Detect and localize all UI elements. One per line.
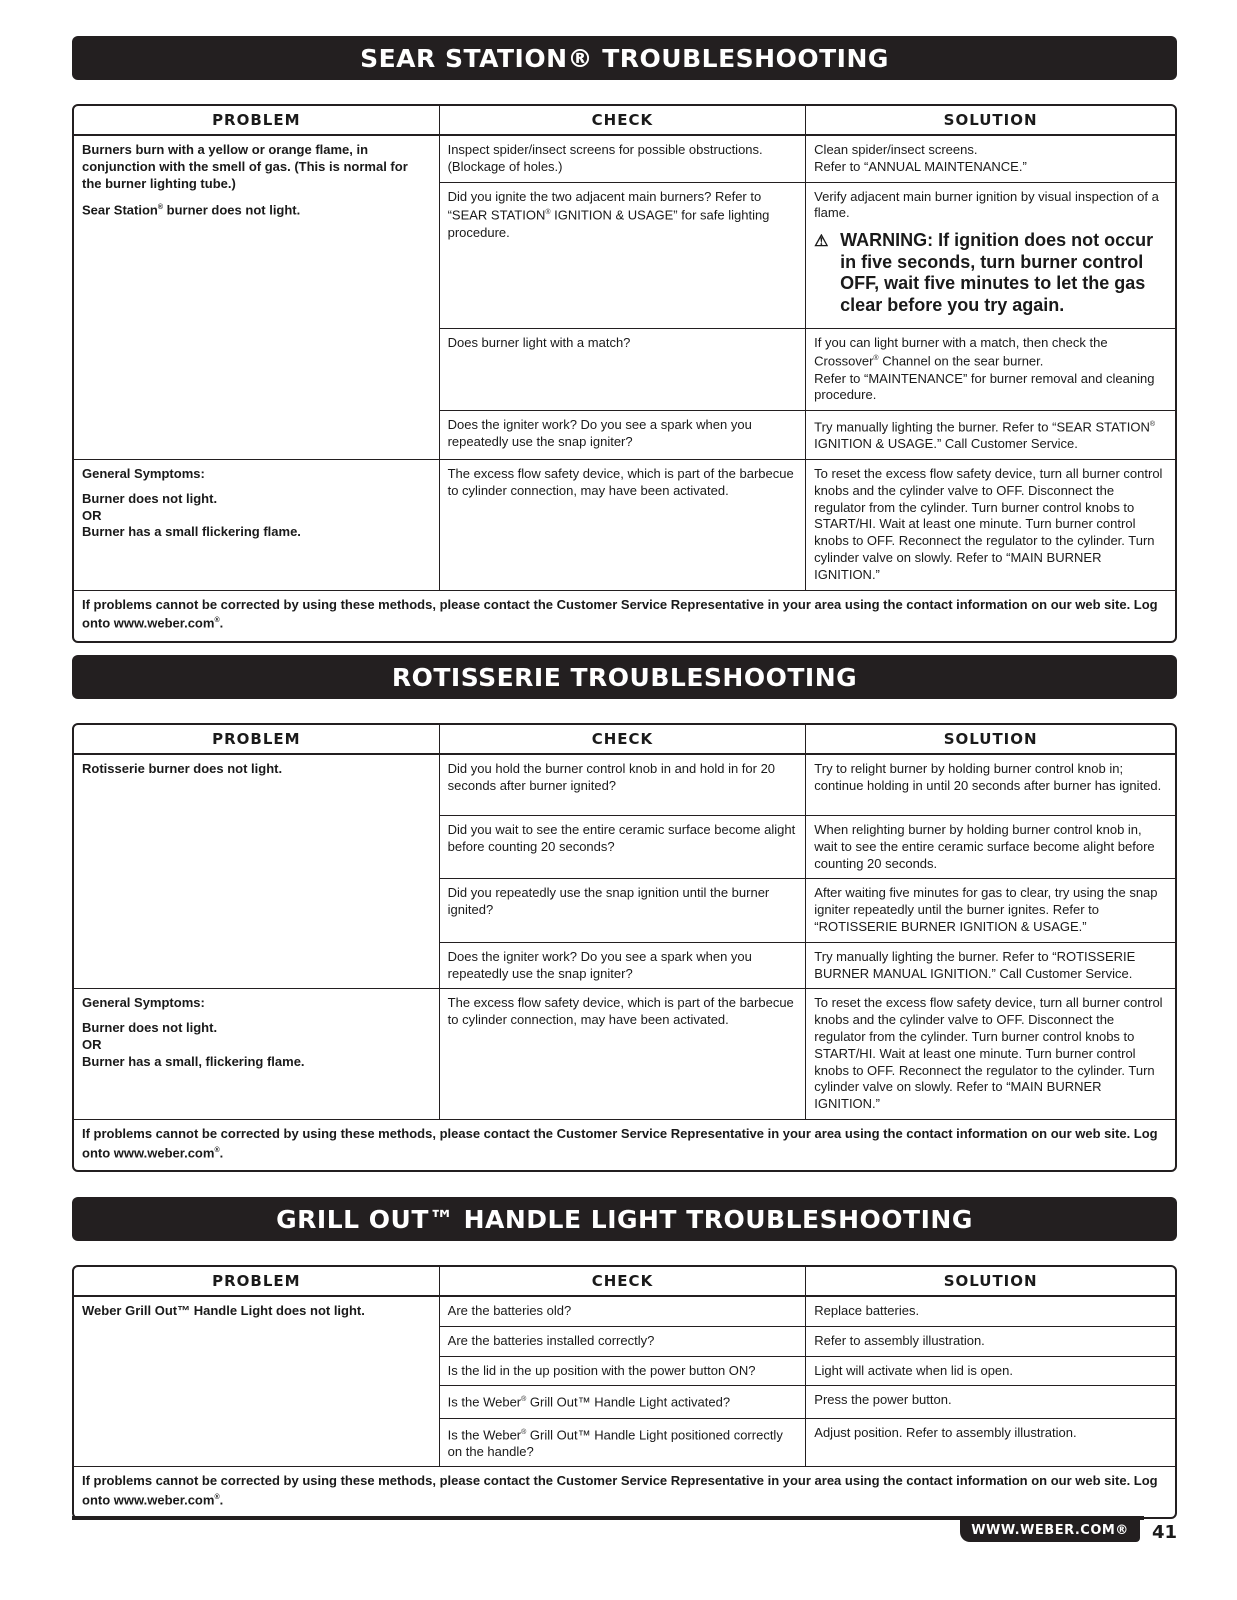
header-problem: PROBLEM (74, 1267, 440, 1297)
header-check: CHECK (440, 106, 807, 136)
grill-out-section (72, 1197, 1177, 1519)
check-cell: Are the batteries installed correctly? (440, 1327, 807, 1357)
check-cell: Inspect spider/insect screens for possible obstructions. (Blockage of holes.) (440, 136, 807, 183)
table-header-row (74, 725, 1175, 755)
check-cell: Did you ignite the two adjacent main burners? Refer to “SEAR STATION® IGNITION & USAGE” for safe lighting procedure. (440, 183, 807, 329)
general-symptoms-label: General Symptoms: (82, 466, 205, 482)
header-check: CHECK (440, 1267, 807, 1297)
problem-cell: General Symptoms: Burner does not light. OR Burner has a small flickering flame. (74, 460, 440, 591)
rotisserie-section (72, 655, 1177, 1172)
check-cell: Does burner light with a match? (440, 329, 807, 412)
solution-cell: Refer to assembly illustration. (806, 1327, 1175, 1357)
check-cell: Did you wait to see the entire ceramic surface become alight before counting 20 seconds? (440, 816, 807, 879)
page-number: 41 (1152, 1522, 1178, 1543)
footer-note-row (74, 1120, 1175, 1170)
header-solution: SOLUTION (806, 106, 1175, 136)
footer-url: WWW.WEBER.COM® (960, 1518, 1140, 1542)
check-cell: Is the Weber® Grill Out™ Handle Light activated? (440, 1386, 807, 1418)
solution-cell: Try manually lighting the burner. Refer to “SEAR STATION® IGNITION & USAGE.” Call Customer Service. (806, 411, 1175, 460)
solution-cell: Adjust position. Refer to assembly illustration. (806, 1419, 1175, 1468)
sear-station-title: SEAR STATION® TROUBLESHOOTING (72, 36, 1177, 80)
sear-station-section (72, 36, 1177, 643)
table-row (74, 989, 1175, 1120)
table-row (74, 136, 1175, 183)
header-problem: PROBLEM (74, 725, 440, 755)
rotisserie-title: ROTISSERIE TROUBLESHOOTING (72, 655, 1177, 699)
problem-text: Sear Station® burner does not light. (82, 202, 301, 218)
solution-cell: Press the power button. (806, 1386, 1175, 1418)
problem-cell (74, 136, 440, 460)
check-cell: Are the batteries old? (440, 1297, 807, 1327)
header-solution: SOLUTION (806, 725, 1175, 755)
check-cell: The excess flow safety device, which is part of the barbecue to cylinder connection, may have been activated. (440, 989, 807, 1120)
footer-note: If problems cannot be corrected by using these methods, please contact the Customer Service Representative in your area using the contact information on our web site. Log onto www.weber.com®. (82, 1125, 1158, 1161)
solution-cell: Replace batteries. (806, 1297, 1175, 1327)
warning-text: WARNING: If ignition does not occur in five seconds, turn burner control OFF, wait five minutes to let the gas clear before you try again. (840, 230, 1154, 315)
footer-note: If problems cannot be corrected by using these methods, please contact the Customer Service Representative in your area using the contact information on our web site. Log onto www.weber.com®. (82, 596, 1158, 631)
solution-cell: Verify adjacent main burner ignition by visual inspection of a flame. ⚠ WARNING: If ignition does not occur in five seconds, turn burner control OFF, wait five minutes to let the gas clear before you try again. (806, 183, 1175, 329)
check-cell: Did you repeatedly use the snap ignition until the burner ignited? (440, 879, 807, 942)
check-cell: Did you hold the burner control knob in and hold in for 20 seconds after burner ignited? (440, 755, 807, 816)
problem-cell: Weber Grill Out™ Handle Light does not light. (74, 1297, 440, 1467)
problem-cell: General Symptoms: Burner does not light. OR Burner has a small, flickering flame. (74, 989, 440, 1120)
solution-cell: To reset the excess flow safety device, turn all burner control knobs and the cylinder valve to OFF. Disconnect the regulator from the cylinder. Turn burner control knobs to START/HI. Wait at least one minute. Turn burner control knobs to OFF. Reconnect the regulator to the cylinder. Turn cylinder valve on slowly. Refer to “MAIN BURNER IGNITION.” (806, 989, 1175, 1120)
check-cell: Is the Weber® Grill Out™ Handle Light positioned correctly on the handle? (440, 1419, 807, 1468)
warning-block (814, 230, 1167, 316)
rotisserie-table (72, 723, 1177, 1172)
table-header-row (74, 106, 1175, 136)
grill-out-table (72, 1265, 1177, 1519)
solution-cell: Try manually lighting the burner. Refer to “ROTISSERIE BURNER MANUAL IGNITION.” Call Customer Service. (806, 943, 1175, 990)
solution-cell: If you can light burner with a match, then check the Crossover® Channel on the sear burner. Refer to “MAINTENANCE” for burner removal and cleaning procedure. (806, 329, 1175, 412)
solution-cell: After waiting five minutes for gas to clear, try using the snap igniter repeatedly until the burner ignites. Refer to “ROTISSERIE BURNER IGNITION & USAGE.” (806, 879, 1175, 942)
table-row (74, 460, 1175, 591)
solution-cell: Light will activate when lid is open. (806, 1357, 1175, 1387)
header-solution: SOLUTION (806, 1267, 1175, 1297)
problem-text: Burners burn with a yellow or orange flame, in conjunction with the smell of gas. (This is normal for the burner lighting tube.) (82, 142, 408, 191)
general-symptoms-label: General Symptoms: (82, 995, 205, 1011)
sear-station-table (72, 104, 1177, 643)
header-check: CHECK (440, 725, 807, 755)
check-cell: Is the lid in the up position with the power button ON? (440, 1357, 807, 1387)
solution-cell: Try to relight burner by holding burner control knob in; continue holding in until 20 seconds after burner has ignited. (806, 755, 1175, 816)
footer-note-row (74, 1467, 1175, 1517)
header-problem: PROBLEM (74, 106, 440, 136)
check-cell: Does the igniter work? Do you see a spark when you repeatedly use the snap igniter? (440, 411, 807, 460)
table-row (74, 1297, 1175, 1327)
solution-cell: Clean spider/insect screens. Refer to “ANNUAL MAINTENANCE.” (806, 136, 1175, 183)
problem-cell: Rotisserie burner does not light. (74, 755, 440, 989)
footer-note: If problems cannot be corrected by using these methods, please contact the Customer Service Representative in your area using the contact information on our web site. Log onto www.weber.com®. (82, 1473, 1158, 1508)
solution-cell: When relighting burner by holding burner control knob in, wait to see the entire ceramic surface become alight before counting 20 seconds. (806, 816, 1175, 879)
check-cell: Does the igniter work? Do you see a spark when you repeatedly use the snap igniter? (440, 943, 807, 990)
footer-note-row (74, 591, 1175, 641)
table-row (74, 755, 1175, 816)
table-header-row (74, 1267, 1175, 1297)
check-cell: The excess flow safety device, which is part of the barbecue to cylinder connection, may have been activated. (440, 460, 807, 591)
warning-triangle-icon: ⚠ (814, 233, 829, 251)
solution-cell: To reset the excess flow safety device, turn all burner control knobs and the cylinder valve to OFF. Disconnect the regulator from the cylinder. Turn burner control knobs to START/HI. Wait at least one minute. Turn burner control knobs to OFF. Reconnect the regulator to the cylinder. Turn cylinder valve on slowly. Refer to “MAIN BURNER IGNITION.” (806, 460, 1175, 591)
grill-out-title: GRILL OUT™ HANDLE LIGHT TROUBLESHOOTING (72, 1197, 1177, 1241)
